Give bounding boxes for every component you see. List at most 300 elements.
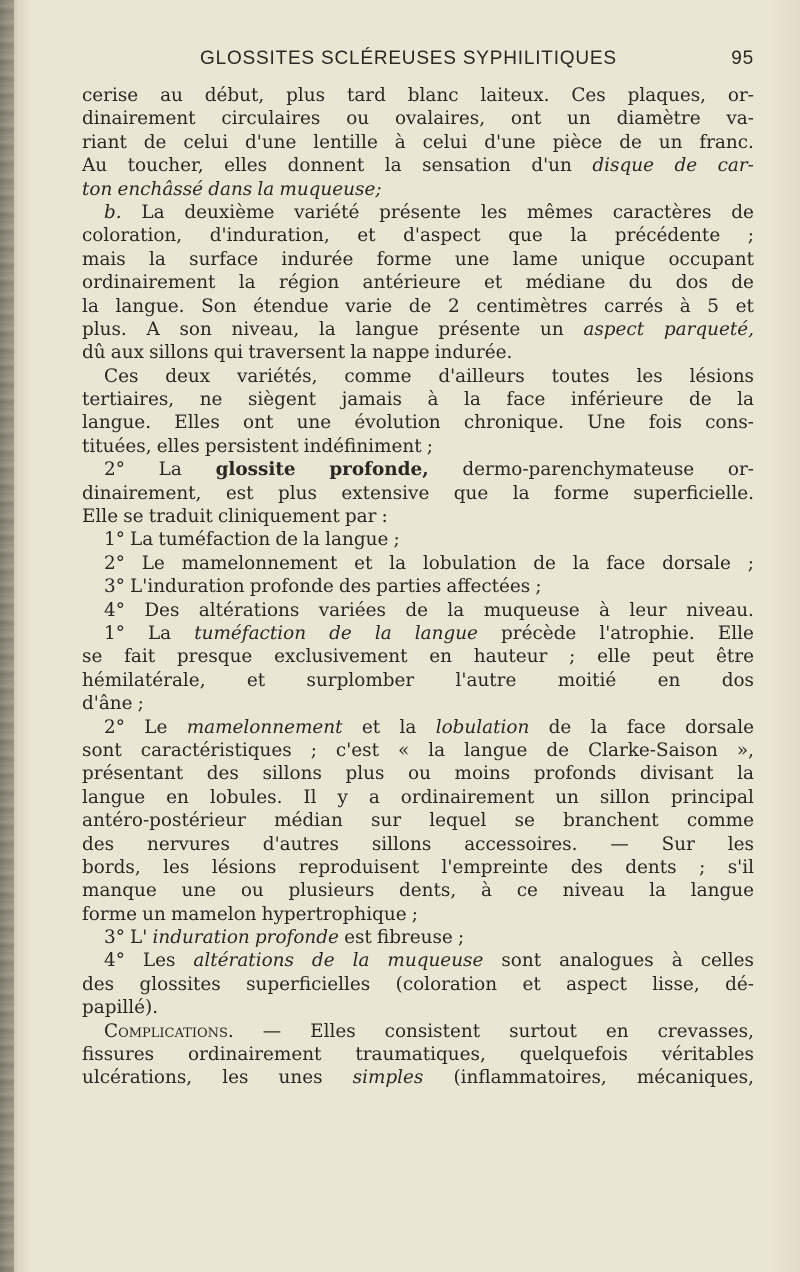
- word: langue.: [82, 412, 152, 434]
- word: nappe: [372, 342, 430, 364]
- word: tituées,: [82, 435, 152, 457]
- word: traduit: [148, 506, 213, 528]
- word: deuxième: [184, 201, 275, 223]
- word: la: [447, 599, 465, 621]
- text-line: [82, 505, 754, 528]
- word: la: [572, 552, 590, 574]
- word: bords,: [82, 856, 141, 878]
- word: dinairement,: [82, 482, 202, 504]
- word: évolution: [354, 412, 441, 434]
- word: plus: [286, 85, 326, 106]
- word: toutes: [551, 365, 610, 387]
- word: 4°: [104, 950, 125, 972]
- word: ;: [411, 903, 418, 925]
- word: ;: [457, 927, 465, 949]
- word: une: [296, 412, 332, 434]
- word: lobulation: [435, 716, 530, 738]
- word: et: [246, 669, 266, 691]
- text-line: [82, 1020, 754, 1043]
- word: de: [619, 131, 642, 153]
- text-line: [82, 599, 754, 622]
- word: niveau: [562, 880, 625, 902]
- word: inférieure: [570, 389, 664, 411]
- word: langue: [464, 739, 528, 761]
- word: principal: [670, 786, 754, 808]
- word: surplomber: [306, 669, 415, 691]
- word: parties: [376, 576, 442, 598]
- word: la: [428, 739, 446, 761]
- word: unique: [581, 248, 646, 270]
- word: dû: [82, 342, 106, 364]
- word: or-: [727, 85, 754, 106]
- word: d'ailleurs: [438, 365, 525, 387]
- word: plus: [278, 482, 317, 504]
- word: 3°: [104, 927, 125, 949]
- word: véritables: [661, 1044, 754, 1066]
- word: un: [539, 318, 564, 340]
- word: et: [735, 295, 754, 317]
- word: extensive: [341, 482, 430, 504]
- word: La: [141, 201, 165, 223]
- word: la: [570, 225, 588, 247]
- word: forme: [82, 903, 137, 925]
- word: précède: [501, 622, 577, 644]
- word: tard: [346, 85, 386, 106]
- text-line: [82, 318, 754, 341]
- word: de: [731, 201, 754, 223]
- word: toucher,: [127, 155, 204, 177]
- word: précédente: [614, 225, 721, 247]
- page-number: 95: [731, 48, 754, 69]
- word: de: [731, 272, 754, 294]
- text-line: [82, 879, 754, 902]
- word: présentant: [82, 763, 184, 785]
- word: d'un: [531, 155, 572, 177]
- word: langue: [82, 786, 146, 808]
- word: comme: [344, 365, 412, 387]
- word: à: [671, 950, 683, 972]
- word: ton: [82, 178, 113, 200]
- word: à: [480, 880, 492, 902]
- word: Son: [201, 295, 237, 317]
- word: variétés,: [237, 365, 318, 387]
- word: car-: [717, 155, 754, 177]
- word: fissures: [82, 1044, 155, 1066]
- word: aux: [110, 342, 144, 364]
- word: occupant: [668, 248, 754, 270]
- word: ne: [199, 389, 223, 411]
- text-line: [82, 786, 754, 809]
- word: y: [337, 786, 348, 808]
- word: mais: [82, 248, 126, 270]
- word: la: [350, 342, 368, 364]
- word: La: [147, 622, 172, 644]
- word: face: [626, 716, 666, 738]
- word: que: [453, 482, 489, 504]
- word: que: [508, 225, 543, 247]
- word: sillon: [599, 786, 650, 808]
- word: dorsale: [662, 552, 731, 574]
- word: à: [679, 295, 691, 317]
- word: présente: [379, 201, 462, 223]
- word: affectées: [446, 576, 531, 598]
- word: s'il: [727, 856, 754, 878]
- text-line: [82, 201, 754, 224]
- word: altérations: [198, 599, 300, 621]
- word: la: [238, 272, 256, 294]
- page-binding-edge: [0, 0, 14, 1272]
- text-line: [82, 762, 754, 785]
- word: face: [506, 389, 546, 411]
- word: les: [222, 1067, 249, 1089]
- word: Elles: [174, 412, 220, 434]
- word: muqueuse;: [279, 178, 382, 200]
- word: circulaires: [221, 108, 321, 130]
- word: de: [546, 739, 570, 761]
- word: La: [130, 529, 154, 551]
- word: cerise: [82, 85, 139, 106]
- word: les: [163, 856, 190, 878]
- word: Ces: [571, 85, 606, 106]
- word: et: [357, 225, 376, 247]
- word: la: [590, 716, 608, 738]
- word: des: [82, 973, 115, 995]
- word: profonde: [254, 927, 339, 949]
- word: antérieure: [362, 272, 461, 294]
- word: 1°: [104, 529, 125, 551]
- word: langue.: [115, 295, 185, 317]
- word: traumatiques,: [355, 1044, 486, 1066]
- word: coloration,: [82, 225, 183, 247]
- word: d'aspect: [403, 225, 481, 247]
- text-line: [82, 107, 754, 130]
- word: «: [398, 739, 410, 761]
- text-line: [82, 669, 754, 692]
- word: c'est: [335, 739, 379, 761]
- word: et: [484, 272, 503, 294]
- word: ont: [510, 108, 542, 130]
- word: médiane: [525, 272, 606, 294]
- word: 1°: [104, 622, 125, 644]
- word: ;: [137, 693, 144, 715]
- word: de: [311, 950, 335, 972]
- word: la: [149, 248, 166, 270]
- word: la: [318, 318, 336, 340]
- word: langue: [414, 622, 478, 644]
- word: Au: [82, 155, 108, 177]
- text-line: [82, 645, 754, 668]
- word: se: [82, 646, 103, 668]
- word: langue: [690, 880, 754, 902]
- word: profonds: [533, 763, 617, 785]
- text-line: [82, 809, 754, 832]
- text-line: [82, 131, 754, 154]
- word: dents: [625, 856, 677, 878]
- word: superficielle.: [633, 482, 754, 504]
- word: est: [344, 927, 372, 949]
- word: mécaniques,: [636, 1067, 754, 1089]
- word: lobulation: [422, 552, 517, 574]
- text-line: [82, 716, 754, 739]
- word: Elles: [310, 1020, 356, 1042]
- word: langue: [325, 529, 389, 551]
- word: ;: [310, 739, 317, 761]
- word: la: [649, 880, 667, 902]
- word: cons-: [705, 412, 754, 434]
- word: ordinairement: [400, 786, 535, 808]
- word: région: [278, 272, 340, 294]
- word: crevasses,: [657, 1020, 754, 1042]
- word: la: [389, 552, 407, 574]
- word: presque: [176, 646, 253, 668]
- word: en: [166, 786, 189, 808]
- text-line: [82, 388, 754, 411]
- word: ovalaires,: [394, 108, 486, 130]
- word: mamelon: [170, 903, 257, 925]
- word: fois: [648, 412, 682, 434]
- text-line: [82, 622, 754, 645]
- word: cliniquement: [217, 506, 340, 528]
- word: hauteur: [473, 646, 548, 668]
- word: sont: [501, 950, 542, 972]
- word: plaques,: [627, 85, 707, 106]
- word: papillé).: [82, 997, 159, 1019]
- word: simples: [352, 1067, 424, 1089]
- word: induration: [152, 927, 250, 949]
- word: de: [329, 622, 352, 644]
- word: par: [344, 506, 377, 528]
- word: présente: [438, 318, 521, 340]
- word: au: [160, 85, 183, 106]
- word: dents,: [399, 880, 457, 902]
- word: sont: [82, 739, 122, 761]
- word: analogues: [559, 950, 654, 972]
- word: langue: [355, 318, 419, 340]
- word: de: [548, 716, 572, 738]
- word: indurée.: [434, 342, 513, 364]
- word: en: [657, 669, 681, 691]
- word: lequel: [429, 810, 487, 832]
- word: ;: [393, 529, 400, 551]
- word: branchent: [563, 810, 659, 832]
- word: sillons: [262, 763, 322, 785]
- word: médian: [274, 810, 343, 832]
- text-line: [82, 458, 754, 481]
- text-line: [82, 528, 754, 551]
- word: la: [384, 155, 402, 177]
- word: du: [628, 272, 653, 294]
- word: la: [82, 295, 99, 317]
- word: indéfiniment: [303, 435, 422, 457]
- word: ;: [699, 856, 706, 878]
- word: les: [727, 833, 754, 855]
- word: ordinairement: [82, 272, 216, 294]
- word: surface: [189, 248, 259, 270]
- text-line: [82, 692, 754, 715]
- word: caractéristiques: [140, 739, 292, 761]
- word: dinairement: [82, 108, 196, 130]
- word: riant: [82, 131, 127, 153]
- word: la: [374, 622, 392, 644]
- word: un: [555, 786, 579, 808]
- text-line: [82, 833, 754, 856]
- word: de: [533, 552, 556, 574]
- word: et: [354, 552, 373, 574]
- word: parqueté,: [663, 318, 754, 340]
- word: à: [599, 599, 611, 621]
- word: une: [181, 880, 217, 902]
- word: dorsale: [685, 716, 754, 738]
- word: hypertrophique: [261, 903, 407, 925]
- word: lésions: [211, 856, 277, 878]
- word: Les: [142, 950, 176, 972]
- word: l'autre: [455, 669, 517, 691]
- word: étendue: [253, 295, 329, 317]
- word: divisant: [639, 763, 714, 785]
- word: début,: [204, 85, 265, 106]
- word: peut: [652, 646, 695, 668]
- text-line: [82, 856, 754, 879]
- word: caractères: [612, 201, 712, 223]
- word: leur: [629, 599, 667, 621]
- word: ce: [516, 880, 538, 902]
- word: une: [454, 248, 490, 270]
- word: un: [142, 903, 166, 925]
- word: sillons: [149, 342, 209, 364]
- text-line: [82, 224, 754, 247]
- word: les: [636, 365, 663, 387]
- text-line: [82, 1043, 754, 1066]
- word: deux: [165, 365, 211, 387]
- word: (coloration: [395, 973, 498, 995]
- word: mamelonnement: [186, 716, 343, 738]
- word: exclusivement: [274, 646, 408, 668]
- word: varie: [345, 295, 393, 317]
- word: l'empreinte: [441, 856, 549, 878]
- word: muqueuse: [387, 950, 484, 972]
- word: lame: [512, 248, 558, 270]
- word: ou: [240, 880, 264, 902]
- word: la: [257, 178, 275, 200]
- word: jamais: [341, 389, 402, 411]
- word: plus: [345, 763, 385, 785]
- word: moitié: [557, 669, 617, 691]
- word: la: [352, 950, 370, 972]
- text-line: [82, 248, 754, 271]
- text-line: [82, 903, 754, 926]
- word: Le: [144, 716, 168, 738]
- word: Sur: [661, 833, 695, 855]
- word: elles: [224, 155, 268, 177]
- text-line: [82, 178, 754, 201]
- word: d'autres: [262, 833, 339, 855]
- word: comme: [686, 810, 754, 832]
- word: niveau.: [686, 599, 754, 621]
- word: de: [674, 155, 698, 177]
- word: indurée: [281, 248, 354, 270]
- word: —: [262, 1020, 282, 1042]
- word: sensation: [422, 155, 511, 177]
- word: est: [225, 482, 254, 504]
- word: blanc: [407, 85, 459, 106]
- word: enchâssé: [117, 178, 204, 200]
- word: en: [429, 646, 452, 668]
- word: hémilatérale,: [82, 669, 206, 691]
- word: et: [522, 973, 541, 995]
- word: Ces: [104, 365, 139, 387]
- word: superficielles: [246, 973, 371, 995]
- word: d'induration,: [209, 225, 330, 247]
- word: qui: [213, 342, 244, 364]
- word: consistent: [384, 1020, 481, 1042]
- word: ulcérations,: [82, 1067, 193, 1089]
- word: la: [464, 389, 481, 411]
- word: des: [82, 833, 115, 855]
- word: ;: [535, 576, 542, 598]
- word: 2°: [104, 716, 125, 738]
- word: accessoires.: [464, 833, 578, 855]
- text-line: [82, 341, 754, 364]
- word: 2°: [104, 459, 125, 481]
- word: Elle: [717, 622, 754, 644]
- word: d'âne: [82, 693, 133, 715]
- word: centimètres: [476, 295, 588, 317]
- word: et: [361, 716, 381, 738]
- word: va-: [726, 108, 754, 130]
- word: forme: [376, 248, 432, 270]
- word: Des: [144, 599, 180, 621]
- word: 2: [447, 295, 460, 317]
- word: à: [427, 389, 439, 411]
- word: ;: [426, 435, 433, 457]
- word: plus.: [82, 318, 127, 340]
- word: aspect: [566, 973, 627, 995]
- word: persistent: [204, 435, 299, 457]
- word: Elle: [82, 506, 119, 528]
- word: (inflammatoires,: [453, 1067, 607, 1089]
- word: un: [567, 108, 591, 130]
- word: ordinairement: [188, 1044, 322, 1066]
- text-line: [82, 365, 754, 388]
- word: de: [405, 599, 429, 621]
- word: son: [179, 318, 212, 340]
- text-line: [82, 739, 754, 762]
- text-line: [82, 154, 754, 177]
- word: La: [158, 459, 182, 481]
- word: la: [303, 529, 320, 551]
- word: A: [146, 318, 160, 340]
- page-header: [82, 44, 754, 80]
- word: dermo-parenchymateuse: [462, 459, 695, 481]
- word: profonde,: [329, 459, 429, 481]
- word: ou: [408, 763, 431, 785]
- word: lésions: [689, 365, 754, 387]
- text-line: [82, 482, 754, 505]
- word: des: [338, 576, 372, 598]
- word: les: [480, 201, 508, 223]
- word: tuméfaction: [194, 622, 307, 644]
- word: siègent: [247, 389, 317, 411]
- word: altérations: [193, 950, 294, 972]
- word: sillons: [371, 833, 432, 855]
- word: la: [737, 389, 754, 411]
- word: manque: [82, 880, 157, 902]
- word: forme: [553, 482, 609, 504]
- text-line: [82, 552, 754, 575]
- running-title: GLOSSITES SCLÉREUSES SYPHILITIQUES: [200, 48, 617, 69]
- word: aspect: [583, 318, 645, 340]
- word: face: [606, 552, 646, 574]
